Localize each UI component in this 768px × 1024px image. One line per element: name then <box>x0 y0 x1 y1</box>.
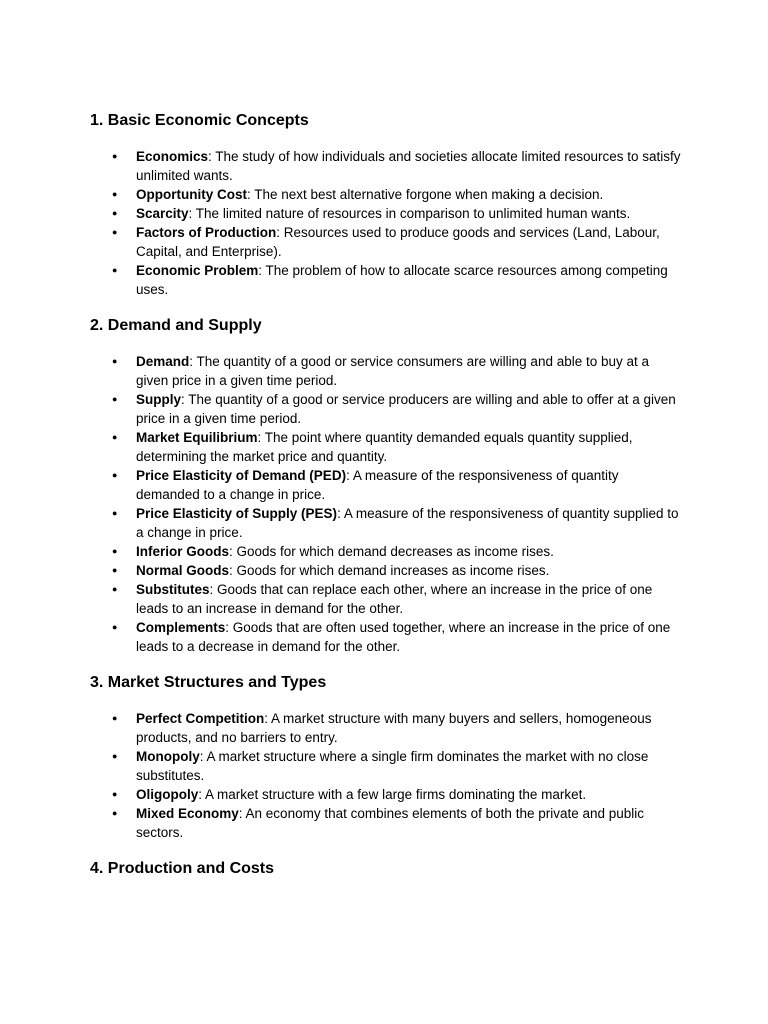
term: Economics <box>136 149 209 164</box>
section-heading: 3. Market Structures and Types <box>90 674 327 691</box>
list-item <box>136 804 681 842</box>
list-item <box>136 561 681 580</box>
section-market-structures <box>90 673 688 842</box>
term: Supply <box>136 392 182 407</box>
definition: : The quantity of a good or service consumers are willing and able to buy at a given price in a given time period. <box>136 354 650 388</box>
list-item <box>136 747 681 785</box>
term: Normal Goods <box>136 563 230 578</box>
term: Opportunity Cost <box>136 187 247 202</box>
term: Scarcity <box>136 206 189 221</box>
term: Demand <box>136 354 190 369</box>
term: Factors of Production <box>136 225 277 240</box>
section-heading: 2. Demand and Supply <box>90 317 262 334</box>
definition: : A measure of the responsiveness of quantity demanded to a change in price. <box>136 468 619 502</box>
list-item <box>136 785 681 804</box>
definition: : Goods for which demand decreases as income rises. <box>229 544 554 559</box>
term: Substitutes <box>136 582 210 597</box>
definition: : The point where quantity demanded equals quantity supplied, determining the market price and quantity. <box>136 430 633 464</box>
term: Price Elasticity of Demand (PED) <box>136 468 347 483</box>
list-item <box>136 204 681 223</box>
list-item <box>136 504 681 542</box>
bullet-list <box>90 147 688 299</box>
definition: : The study of how individuals and societies allocate limited resources to satisfy unlimited wants. <box>136 149 681 183</box>
term: Mixed Economy <box>136 806 239 821</box>
list-item <box>136 390 681 428</box>
list-item <box>136 542 681 561</box>
term: Price Elasticity of Supply (PES) <box>136 506 338 521</box>
list-item <box>136 618 681 656</box>
bullet-list <box>90 352 688 656</box>
list-item <box>136 580 681 618</box>
definition: : The limited nature of resources in comparison to unlimited human wants. <box>188 206 631 221</box>
list-item <box>136 185 681 204</box>
term: Perfect Competition <box>136 711 265 726</box>
section-heading: 1. Basic Economic Concepts <box>90 112 309 129</box>
definition: : Resources used to produce goods and services (Land, Labour, Capital, and Enterprise). <box>136 225 660 259</box>
term: Monopoly <box>136 749 200 764</box>
section-basic-economic-concepts <box>90 111 688 299</box>
list-item <box>136 466 681 504</box>
list-item <box>136 147 681 185</box>
definition: : A market structure where a single firm dominates the market with no close substitutes. <box>136 749 649 783</box>
bullet-list <box>90 709 688 842</box>
definition: : Goods that can replace each other, where an increase in the price of one leads to an increase in demand for the other. <box>136 582 653 616</box>
definition: : An economy that combines elements of both the private and public sectors. <box>136 806 645 840</box>
list-item <box>136 261 681 299</box>
list-item <box>136 428 681 466</box>
term: Complements <box>136 620 226 635</box>
definition: : The quantity of a good or service producers are willing and able to offer at a given price in a given time period. <box>136 392 676 426</box>
section-heading: 4. Production and Costs <box>90 860 275 877</box>
section-production-and-costs <box>90 859 688 878</box>
definition: : The problem of how to allocate scarce resources among competing uses. <box>136 263 668 297</box>
definition: : The next best alternative forgone when making a decision. <box>247 187 604 202</box>
definition: : Goods that are often used together, where an increase in the price of one leads to a decrease in demand for the other. <box>136 620 671 654</box>
term: Inferior Goods <box>136 544 230 559</box>
list-item <box>136 709 681 747</box>
definition: : A market structure with a few large firms dominating the market. <box>198 787 587 802</box>
term: Market Equilibrium <box>136 430 258 445</box>
definition: : A market structure with many buyers and sellers, homogeneous products, and no barriers to entry. <box>136 711 652 745</box>
definition: : Goods for which demand increases as income rises. <box>229 563 550 578</box>
section-demand-and-supply <box>90 316 688 656</box>
list-item <box>136 223 681 261</box>
list-item <box>136 352 681 390</box>
definition: : A measure of the responsiveness of quantity supplied to a change in price. <box>136 506 679 540</box>
term: Oligopoly <box>136 787 199 802</box>
term: Economic Problem <box>136 263 259 278</box>
